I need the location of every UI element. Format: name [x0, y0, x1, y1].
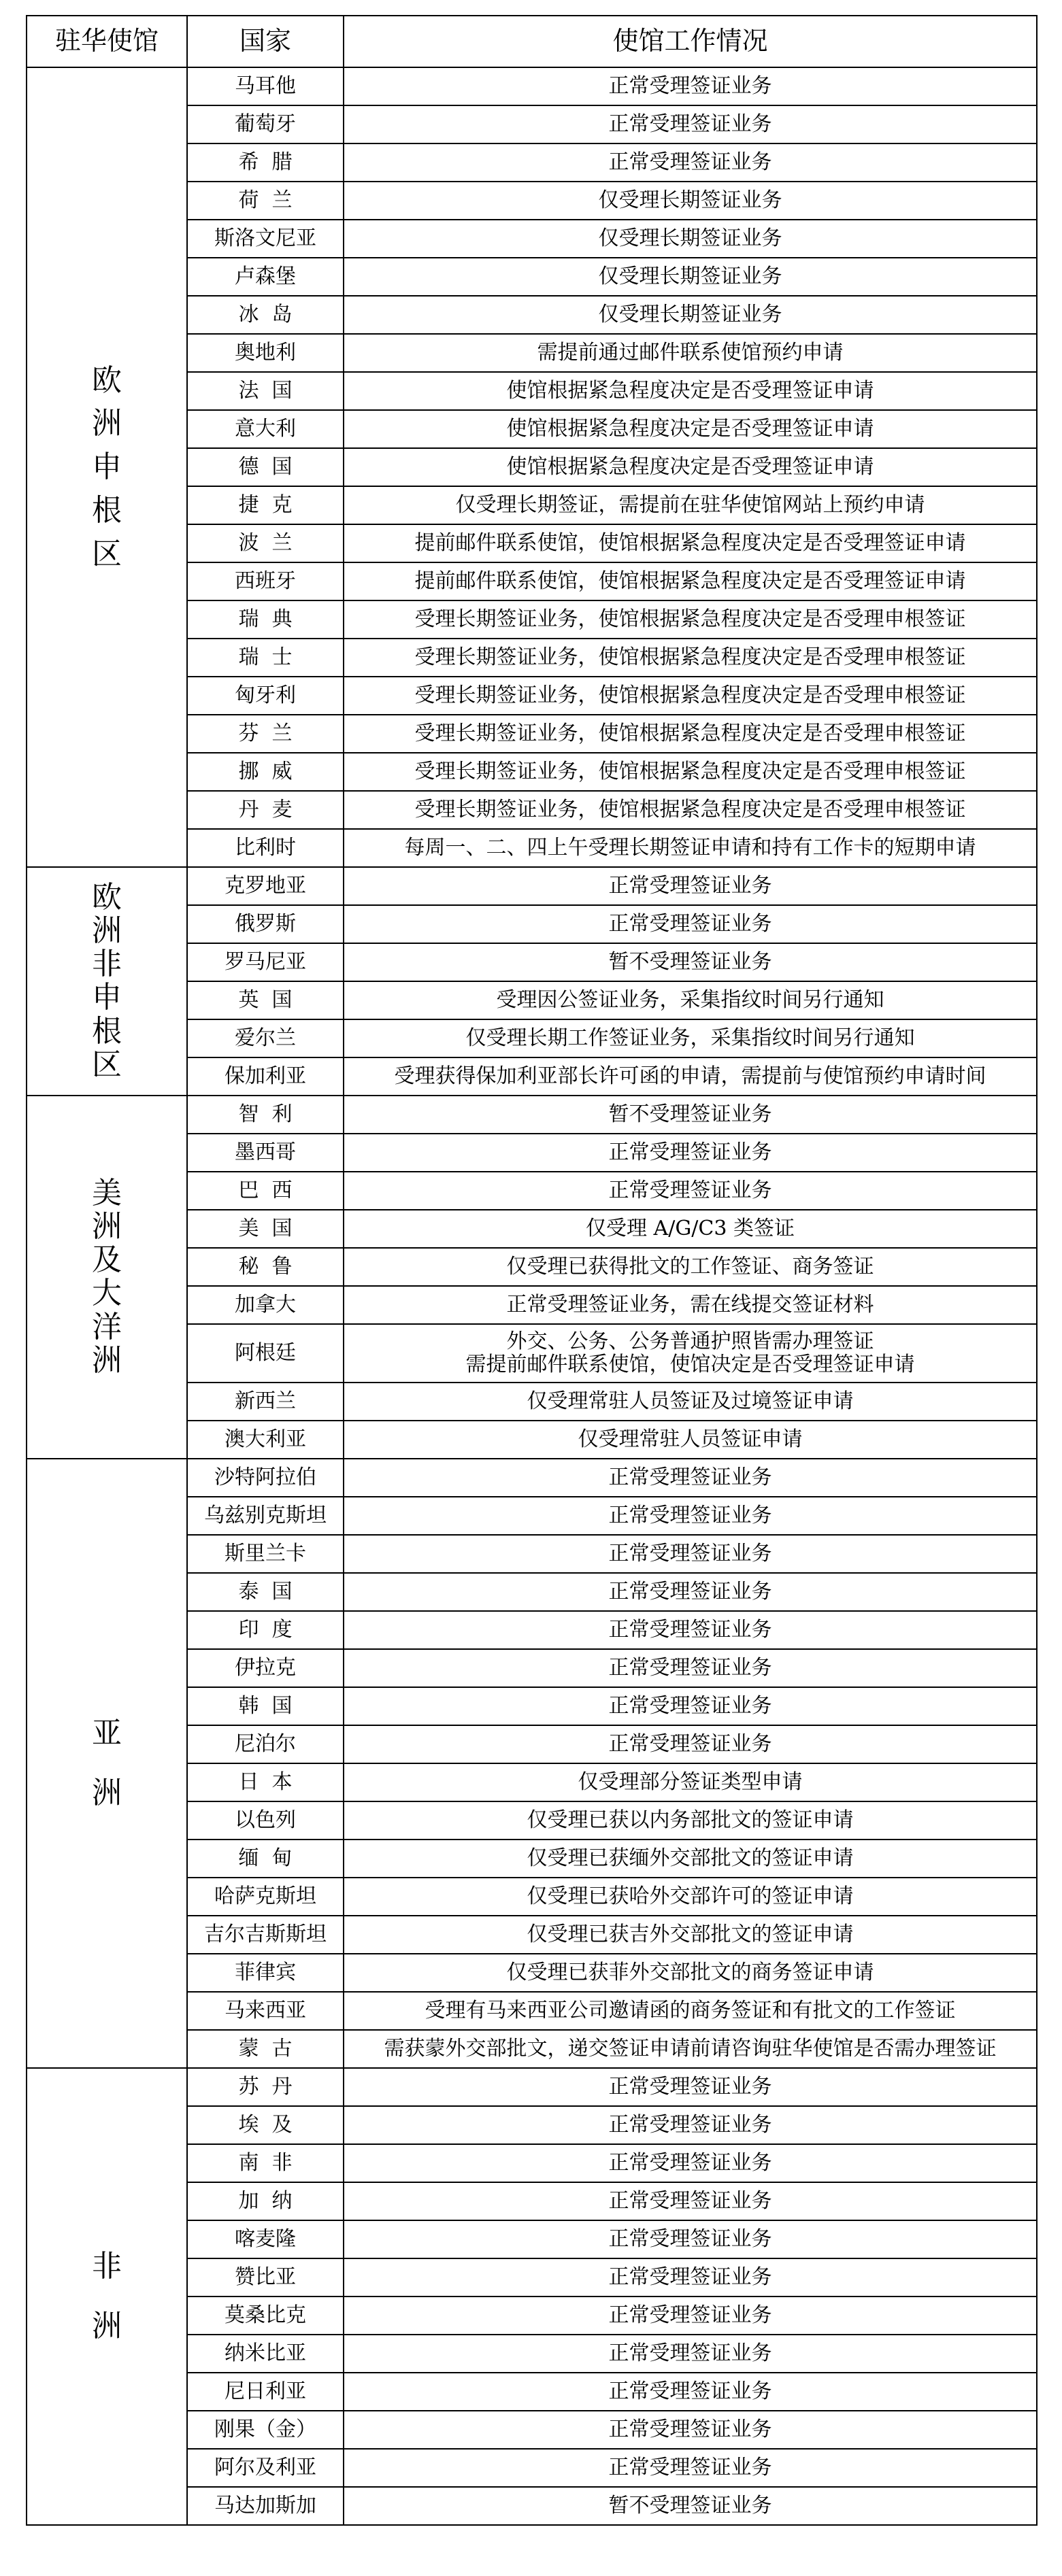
table-row	[27, 1459, 1037, 1497]
region-cell	[27, 67, 187, 867]
status-cell: 外交、公务、公务普通护照皆需办理签证 需提前邮件联系使馆，使馆决定是否受理签证申请	[344, 1324, 1037, 1383]
region-label: 亚洲	[91, 1716, 122, 1810]
country-cell: 匈牙利	[187, 677, 344, 715]
status-cell: 正常受理签证业务	[344, 1725, 1037, 1763]
country-cell: 印 度	[187, 1611, 344, 1649]
country-cell: 巴 西	[187, 1172, 344, 1210]
status-cell: 正常受理签证业务	[344, 1687, 1037, 1725]
status-cell: 正常受理签证业务	[344, 1649, 1037, 1687]
status-cell: 仅受理已获得批文的工作签证、商务签证	[344, 1248, 1037, 1286]
country-cell: 沙特阿拉伯	[187, 1459, 344, 1497]
country-cell: 日 本	[187, 1763, 344, 1801]
country-cell: 丹 麦	[187, 791, 344, 829]
status-cell: 受理长期签证业务，使馆根据紧急程度决定是否受理申根签证	[344, 600, 1037, 639]
status-cell: 正常受理签证业务	[344, 105, 1037, 143]
country-cell: 埃 及	[187, 2106, 344, 2144]
status-cell: 正常受理签证业务	[344, 2373, 1037, 2411]
country-cell: 挪 威	[187, 753, 344, 791]
country-cell: 波 兰	[187, 524, 344, 562]
status-cell: 正常受理签证业务	[344, 143, 1037, 182]
status-cell: 仅受理常驻人员签证申请	[344, 1421, 1037, 1459]
status-cell: 提前邮件联系使馆，使馆根据紧急程度决定是否受理签证申请	[344, 524, 1037, 562]
country-cell: 卢森堡	[187, 258, 344, 296]
status-cell: 仅受理已获哈外交部许可的签证申请	[344, 1878, 1037, 1916]
status-cell: 正常受理签证业务	[344, 2068, 1037, 2106]
status-cell: 正常受理签证业务	[344, 1611, 1037, 1649]
country-cell: 乌兹别克斯坦	[187, 1497, 344, 1535]
country-cell: 法 国	[187, 372, 344, 410]
status-cell: 仅受理长期签证业务	[344, 296, 1037, 334]
country-cell: 奥地利	[187, 334, 344, 372]
country-cell: 马来西亚	[187, 1992, 344, 2030]
status-cell: 正常受理签证业务	[344, 2220, 1037, 2258]
country-cell: 阿根廷	[187, 1324, 344, 1383]
status-cell: 仅受理长期工作签证业务，采集指纹时间另行通知	[344, 1019, 1037, 1057]
region-label: 非洲	[91, 2249, 122, 2343]
table-row	[27, 867, 1037, 905]
country-cell: 冰 岛	[187, 296, 344, 334]
country-cell: 哈萨克斯坦	[187, 1878, 344, 1916]
status-cell: 正常受理签证业务	[344, 2297, 1037, 2335]
status-cell: 正常受理签证业务	[344, 1497, 1037, 1535]
status-cell: 正常受理签证业务	[344, 1134, 1037, 1172]
status-cell: 正常受理签证业务	[344, 2449, 1037, 2487]
status-cell: 仅受理长期签证业务	[344, 258, 1037, 296]
status-cell: 需提前通过邮件联系使馆预约申请	[344, 334, 1037, 372]
country-cell: 克罗地亚	[187, 867, 344, 905]
status-cell: 暂不受理签证业务	[344, 1096, 1037, 1134]
country-cell: 喀麦隆	[187, 2220, 344, 2258]
country-cell: 吉尔吉斯斯坦	[187, 1916, 344, 1954]
country-cell: 加 纳	[187, 2182, 344, 2220]
status-cell: 正常受理签证业务	[344, 2258, 1037, 2297]
region-cell	[27, 1096, 187, 1459]
country-cell: 斯里兰卡	[187, 1535, 344, 1573]
status-cell: 正常受理签证业务	[344, 1459, 1037, 1497]
country-cell: 墨西哥	[187, 1134, 344, 1172]
status-cell: 正常受理签证业务	[344, 867, 1037, 905]
status-cell: 受理获得保加利亚部长许可函的申请，需提前与使馆预约申请时间	[344, 1057, 1037, 1096]
country-cell: 葡萄牙	[187, 105, 344, 143]
table-row	[27, 1096, 1037, 1134]
country-cell: 阿尔及利亚	[187, 2449, 344, 2487]
status-cell: 正常受理签证业务	[344, 2144, 1037, 2182]
table-row	[27, 67, 1037, 105]
country-cell: 秘 鲁	[187, 1248, 344, 1286]
country-cell: 泰 国	[187, 1573, 344, 1611]
header-country: 国家	[187, 16, 344, 67]
country-cell: 荷 兰	[187, 182, 344, 220]
table-row	[27, 2068, 1037, 2106]
country-cell: 尼日利亚	[187, 2373, 344, 2411]
country-cell: 爱尔兰	[187, 1019, 344, 1057]
country-cell: 马达加斯加	[187, 2487, 344, 2525]
country-cell: 韩 国	[187, 1687, 344, 1725]
status-cell: 受理长期签证业务，使馆根据紧急程度决定是否受理申根签证	[344, 791, 1037, 829]
country-cell: 纳米比亚	[187, 2335, 344, 2373]
status-cell: 需获蒙外交部批文，递交签证申请前请咨询驻华使馆是否需办理签证	[344, 2030, 1037, 2068]
country-cell: 赞比亚	[187, 2258, 344, 2297]
region-cell	[27, 1459, 187, 2068]
country-cell: 刚果（金）	[187, 2411, 344, 2449]
country-cell: 南 非	[187, 2144, 344, 2182]
status-cell: 正常受理签证业务	[344, 2335, 1037, 2373]
country-cell: 芬 兰	[187, 715, 344, 753]
status-cell: 每周一、二、四上午受理长期签证申请和持有工作卡的短期申请	[344, 829, 1037, 867]
region-label: 欧洲申根区	[91, 362, 122, 571]
status-cell: 受理长期签证业务，使馆根据紧急程度决定是否受理申根签证	[344, 639, 1037, 677]
status-cell: 正常受理签证业务	[344, 2182, 1037, 2220]
country-cell: 尼泊尔	[187, 1725, 344, 1763]
status-cell: 仅受理 A/G/C3 类签证	[344, 1210, 1037, 1248]
country-cell: 希 腊	[187, 143, 344, 182]
status-cell: 正常受理签证业务，需在线提交签证材料	[344, 1286, 1037, 1324]
country-cell: 新西兰	[187, 1383, 344, 1421]
table-body	[27, 67, 1037, 2525]
status-cell: 仅受理已获以内务部批文的签证申请	[344, 1801, 1037, 1840]
status-cell: 受理长期签证业务，使馆根据紧急程度决定是否受理申根签证	[344, 753, 1037, 791]
country-cell: 缅 甸	[187, 1840, 344, 1878]
status-cell: 受理长期签证业务，使馆根据紧急程度决定是否受理申根签证	[344, 677, 1037, 715]
region-label: 美洲及大洋洲	[91, 1175, 122, 1378]
status-cell: 正常受理签证业务	[344, 1172, 1037, 1210]
status-cell: 仅受理已获吉外交部批文的签证申请	[344, 1916, 1037, 1954]
status-cell: 正常受理签证业务	[344, 2106, 1037, 2144]
country-cell: 莫桑比克	[187, 2297, 344, 2335]
country-cell: 加拿大	[187, 1286, 344, 1324]
country-cell: 澳大利亚	[187, 1421, 344, 1459]
country-cell: 美 国	[187, 1210, 344, 1248]
header-row	[27, 16, 1037, 67]
country-cell: 保加利亚	[187, 1057, 344, 1096]
header-embassy: 驻华使馆	[27, 16, 187, 67]
country-cell: 蒙 古	[187, 2030, 344, 2068]
country-cell: 英 国	[187, 981, 344, 1019]
country-cell: 菲律宾	[187, 1954, 344, 1992]
country-cell: 苏 丹	[187, 2068, 344, 2106]
country-cell: 比利时	[187, 829, 344, 867]
status-cell: 使馆根据紧急程度决定是否受理签证申请	[344, 410, 1037, 448]
country-cell: 俄罗斯	[187, 905, 344, 943]
status-cell: 受理有马来西亚公司邀请函的商务签证和有批文的工作签证	[344, 1992, 1037, 2030]
country-cell: 德 国	[187, 448, 344, 486]
status-cell: 正常受理签证业务	[344, 1535, 1037, 1573]
status-cell: 受理长期签证业务，使馆根据紧急程度决定是否受理申根签证	[344, 715, 1037, 753]
status-cell: 仅受理常驻人员签证及过境签证申请	[344, 1383, 1037, 1421]
status-cell: 正常受理签证业务	[344, 905, 1037, 943]
country-cell: 罗马尼亚	[187, 943, 344, 981]
country-cell: 马耳他	[187, 67, 344, 105]
status-cell: 正常受理签证业务	[344, 2411, 1037, 2449]
status-cell: 提前邮件联系使馆，使馆根据紧急程度决定是否受理签证申请	[344, 562, 1037, 600]
status-cell: 使馆根据紧急程度决定是否受理签证申请	[344, 448, 1037, 486]
status-cell: 正常受理签证业务	[344, 1573, 1037, 1611]
status-cell: 受理因公签证业务，采集指纹时间另行通知	[344, 981, 1037, 1019]
country-cell: 意大利	[187, 410, 344, 448]
status-cell: 仅受理已获菲外交部批文的商务签证申请	[344, 1954, 1037, 1992]
country-cell: 智 利	[187, 1096, 344, 1134]
status-cell: 仅受理长期签证业务	[344, 220, 1037, 258]
status-cell: 仅受理已获缅外交部批文的签证申请	[344, 1840, 1037, 1878]
country-cell: 斯洛文尼亚	[187, 220, 344, 258]
status-cell: 正常受理签证业务	[344, 67, 1037, 105]
country-cell: 伊拉克	[187, 1649, 344, 1687]
embassy-status-table	[26, 15, 1038, 2526]
country-cell: 瑞 典	[187, 600, 344, 639]
status-cell: 暂不受理签证业务	[344, 943, 1037, 981]
country-cell: 捷 克	[187, 486, 344, 524]
region-cell	[27, 2068, 187, 2525]
country-cell: 西班牙	[187, 562, 344, 600]
region-cell	[27, 867, 187, 1096]
region-label: 欧洲非申根区	[91, 879, 122, 1082]
header-status: 使馆工作情况	[344, 16, 1037, 67]
country-cell: 瑞 士	[187, 639, 344, 677]
status-cell: 仅受理部分签证类型申请	[344, 1763, 1037, 1801]
status-cell: 暂不受理签证业务	[344, 2487, 1037, 2525]
status-cell: 仅受理长期签证业务	[344, 182, 1037, 220]
status-cell: 仅受理长期签证，需提前在驻华使馆网站上预约申请	[344, 486, 1037, 524]
country-cell: 以色列	[187, 1801, 344, 1840]
status-cell: 使馆根据紧急程度决定是否受理签证申请	[344, 372, 1037, 410]
